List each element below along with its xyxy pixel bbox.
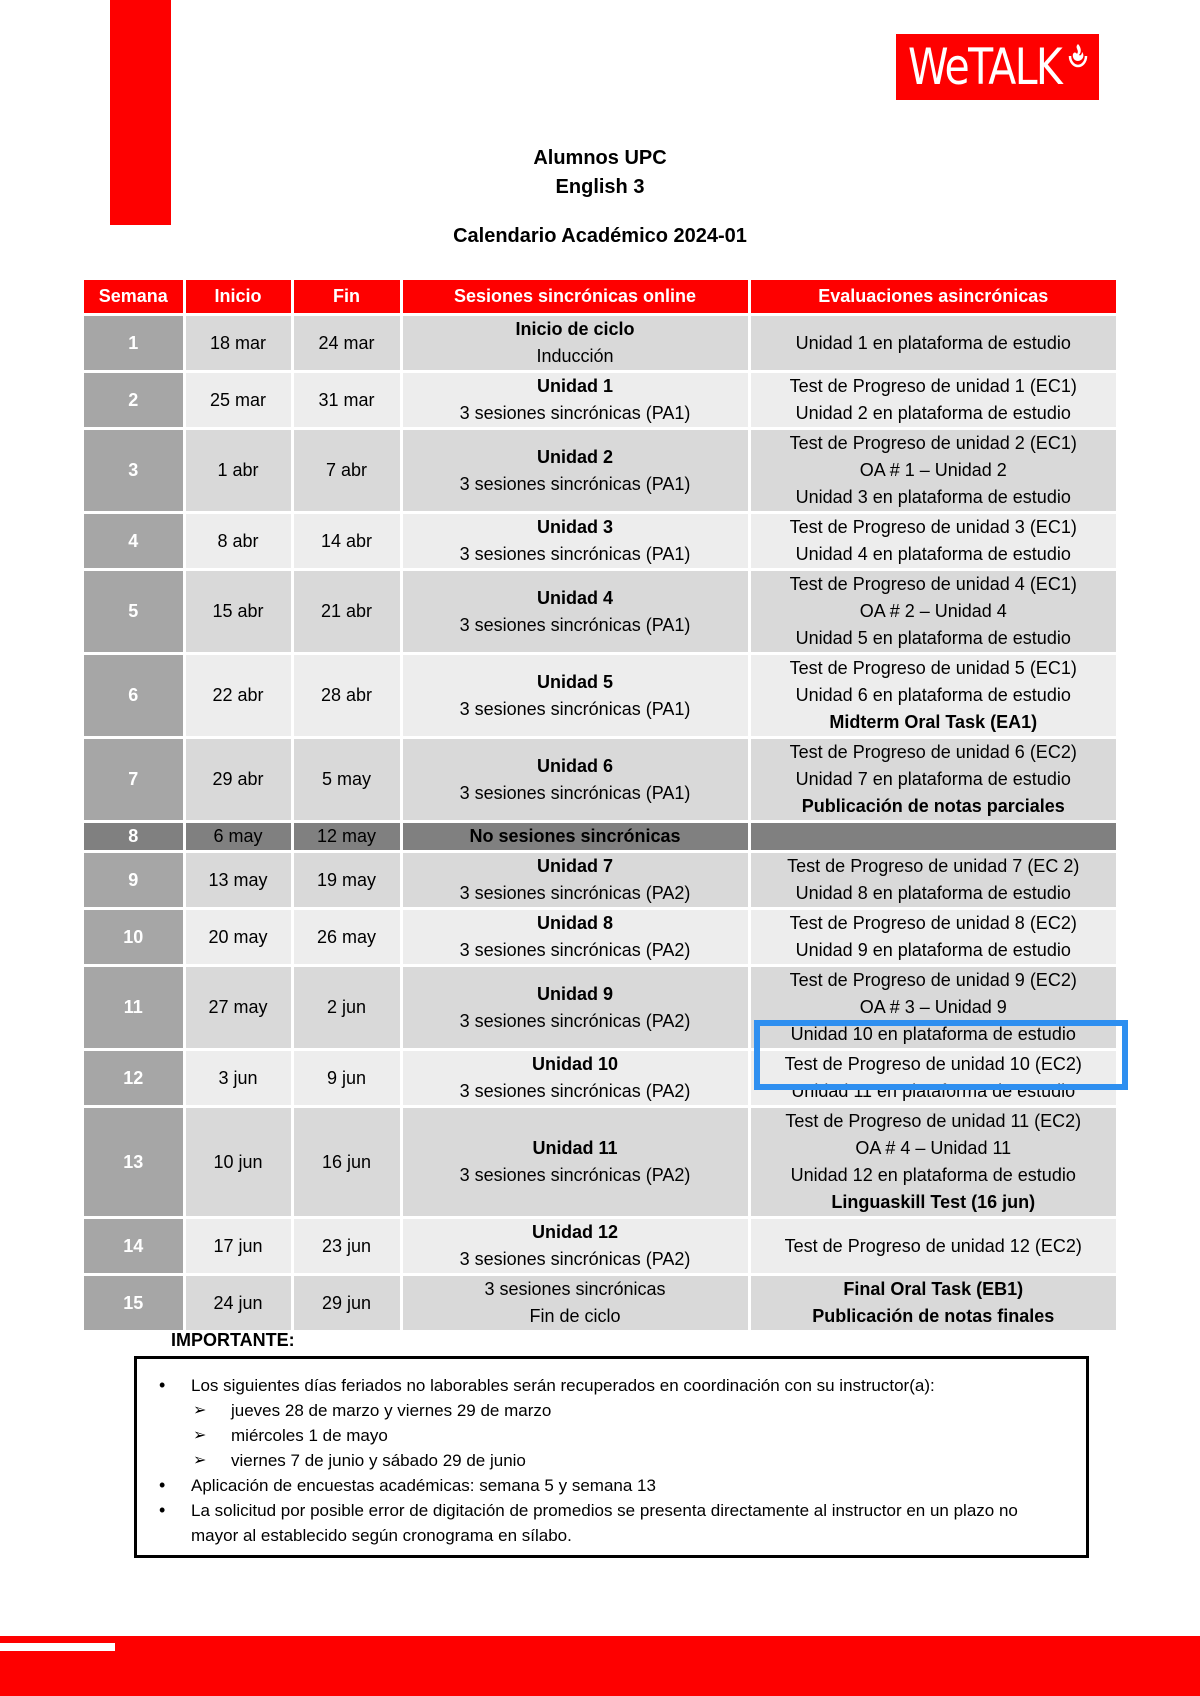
col-header-inicio: Inicio	[184, 280, 292, 315]
table-row	[84, 1275, 1116, 1331]
sync-sessions: Unidad 12 3 sesiones sincrónicas (PA2)	[401, 1218, 749, 1275]
start-date: 27 may	[184, 966, 292, 1050]
list-item: • Aplicación de encuestas académicas: semana 5 y semana 13	[159, 1473, 1068, 1498]
async-evaluations: Test de Progreso de unidad 3 (EC1) Unidad 4 en plataforma de estudio	[749, 513, 1116, 570]
sync-sessions: Unidad 6 3 sesiones sincrónicas (PA1)	[401, 738, 749, 822]
table-header-row	[84, 280, 1116, 315]
sync-sessions: Unidad 8 3 sesiones sincrónicas (PA2)	[401, 909, 749, 966]
sync-sessions: Unidad 1 3 sesiones sincrónicas (PA1)	[401, 372, 749, 429]
list-item: • La solicitud por posible error de digitación de promedios se presenta directamente al instructor en un plazo no mayor al establecido según cronograma en sílabo.	[159, 1498, 1068, 1548]
week-number: 15	[84, 1275, 184, 1331]
table-row	[84, 315, 1116, 372]
sync-sessions: Unidad 4 3 sesiones sincrónicas (PA1)	[401, 570, 749, 654]
start-date: 10 jun	[184, 1107, 292, 1218]
table-row	[84, 1107, 1116, 1218]
async-evaluations: Test de Progreso de unidad 2 (EC1) OA # 1 – Unidad 2 Unidad 3 en plataforma de estudio	[749, 429, 1116, 513]
week-number: 2	[84, 372, 184, 429]
end-date: 5 may	[292, 738, 401, 822]
async-evaluations: Test de Progreso de unidad 7 (EC 2) Unidad 8 en plataforma de estudio	[749, 852, 1116, 909]
academic-calendar-table	[84, 280, 1116, 1330]
table-row	[84, 654, 1116, 738]
col-header-semana: Semana	[84, 280, 184, 315]
end-date: 21 abr	[292, 570, 401, 654]
document-header	[0, 144, 1200, 251]
sync-sessions: Unidad 11 3 sesiones sincrónicas (PA2)	[401, 1107, 749, 1218]
sync-sessions: No sesiones sincrónicas	[401, 822, 749, 852]
week-number: 11	[84, 966, 184, 1050]
table-row-break-week	[84, 822, 1116, 852]
end-date: 7 abr	[292, 429, 401, 513]
async-evaluations: Final Oral Task (EB1) Publicación de notas finales	[749, 1275, 1116, 1331]
table-row	[84, 570, 1116, 654]
sync-sessions: Unidad 3 3 sesiones sincrónicas (PA1)	[401, 513, 749, 570]
start-date: 15 abr	[184, 570, 292, 654]
col-header-evaluaciones: Evaluaciones asincrónicas	[749, 280, 1116, 315]
important-list	[159, 1373, 1068, 1548]
sync-sessions: 3 sesiones sincrónicas Fin de ciclo	[401, 1275, 749, 1331]
start-date: 18 mar	[184, 315, 292, 372]
week-number: 9	[84, 852, 184, 909]
async-evaluations: Test de Progreso de unidad 8 (EC2) Unidad 9 en plataforma de estudio	[749, 909, 1116, 966]
list-subitem: ➢ jueves 28 de marzo y viernes 29 de marzo	[159, 1398, 1068, 1423]
week-number: 4	[84, 513, 184, 570]
list-item: • Los siguientes días feriados no laborables serán recuperados en coordinación con su instructor(a):	[159, 1373, 1068, 1398]
week-number: 12	[84, 1050, 184, 1107]
wetalk-logo	[896, 34, 1099, 100]
table-row	[84, 966, 1116, 1050]
start-date: 24 jun	[184, 1275, 292, 1331]
week-number: 10	[84, 909, 184, 966]
start-date: 13 may	[184, 852, 292, 909]
table-row	[84, 513, 1116, 570]
document-title: Calendario Académico 2024-01	[453, 225, 747, 247]
week-number: 13	[84, 1107, 184, 1218]
end-date: 26 may	[292, 909, 401, 966]
async-evaluations: Unidad 1 en plataforma de estudio	[749, 315, 1116, 372]
col-header-fin: Fin	[292, 280, 401, 315]
header-line-1: Alumnos UPC	[533, 147, 667, 169]
async-evaluations: Test de Progreso de unidad 11 (EC2) OA # 4 – Unidad 11 Unidad 12 en plataforma de estudio Linguaskill Test (16 jun)	[749, 1107, 1116, 1218]
start-date: 20 may	[184, 909, 292, 966]
table-row	[84, 852, 1116, 909]
col-header-sesiones: Sesiones sincrónicas online	[401, 280, 749, 315]
week-number: 6	[84, 654, 184, 738]
async-evaluations	[749, 822, 1116, 852]
important-title: IMPORTANTE:	[171, 1330, 295, 1350]
table-row	[84, 429, 1116, 513]
table-row	[84, 1050, 1116, 1107]
logo-flame-icon	[1065, 42, 1091, 68]
week-number: 8	[84, 822, 184, 852]
start-date: 17 jun	[184, 1218, 292, 1275]
week-number: 3	[84, 429, 184, 513]
table-row	[84, 1218, 1116, 1275]
important-notes-box	[134, 1356, 1089, 1558]
async-evaluations: Test de Progreso de unidad 1 (EC1) Unidad 2 en plataforma de estudio	[749, 372, 1116, 429]
sync-sessions: Unidad 5 3 sesiones sincrónicas (PA1)	[401, 654, 749, 738]
sync-sessions: Unidad 2 3 sesiones sincrónicas (PA1)	[401, 429, 749, 513]
end-date: 29 jun	[292, 1275, 401, 1331]
logo-text: WeTALK	[908, 38, 1062, 96]
end-date: 31 mar	[292, 372, 401, 429]
table-row	[84, 372, 1116, 429]
sync-sessions: Unidad 7 3 sesiones sincrónicas (PA2)	[401, 852, 749, 909]
end-date: 16 jun	[292, 1107, 401, 1218]
end-date: 9 jun	[292, 1050, 401, 1107]
week-number: 14	[84, 1218, 184, 1275]
end-date: 19 may	[292, 852, 401, 909]
async-evaluations: Test de Progreso de unidad 6 (EC2) Unidad 7 en plataforma de estudio Publicación de notas parciales	[749, 738, 1116, 822]
footer-white-stripe	[0, 1643, 115, 1651]
end-date: 24 mar	[292, 315, 401, 372]
end-date: 12 may	[292, 822, 401, 852]
sync-sessions: Inicio de ciclo Inducción	[401, 315, 749, 372]
end-date: 14 abr	[292, 513, 401, 570]
header-line-2: English 3	[555, 176, 645, 198]
async-evaluations: Test de Progreso de unidad 4 (EC1) OA # 2 – Unidad 4 Unidad 5 en plataforma de estudio	[749, 570, 1116, 654]
list-subitem: ➢ viernes 7 de junio y sábado 29 de junio	[159, 1448, 1068, 1473]
async-evaluations: Test de Progreso de unidad 5 (EC1) Unidad 6 en plataforma de estudio Midterm Oral Task (EA1)	[749, 654, 1116, 738]
async-evaluations: Test de Progreso de unidad 10 (EC2) Unidad 11 en plataforma de estudio	[749, 1050, 1116, 1107]
start-date: 6 may	[184, 822, 292, 852]
footer-red-bar	[0, 1636, 1200, 1696]
week-number: 7	[84, 738, 184, 822]
table-row	[84, 909, 1116, 966]
start-date: 3 jun	[184, 1050, 292, 1107]
async-evaluations: Test de Progreso de unidad 12 (EC2)	[749, 1218, 1116, 1275]
sync-sessions: Unidad 9 3 sesiones sincrónicas (PA2)	[401, 966, 749, 1050]
end-date: 28 abr	[292, 654, 401, 738]
start-date: 25 mar	[184, 372, 292, 429]
table-row	[84, 738, 1116, 822]
async-evaluations: Test de Progreso de unidad 9 (EC2) OA # 3 – Unidad 9 Unidad 10 en plataforma de estudio	[749, 966, 1116, 1050]
end-date: 2 jun	[292, 966, 401, 1050]
week-number: 1	[84, 315, 184, 372]
start-date: 29 abr	[184, 738, 292, 822]
start-date: 22 abr	[184, 654, 292, 738]
week-number: 5	[84, 570, 184, 654]
start-date: 8 abr	[184, 513, 292, 570]
end-date: 23 jun	[292, 1218, 401, 1275]
list-subitem: ➢ miércoles 1 de mayo	[159, 1423, 1068, 1448]
start-date: 1 abr	[184, 429, 292, 513]
sync-sessions: Unidad 10 3 sesiones sincrónicas (PA2)	[401, 1050, 749, 1107]
